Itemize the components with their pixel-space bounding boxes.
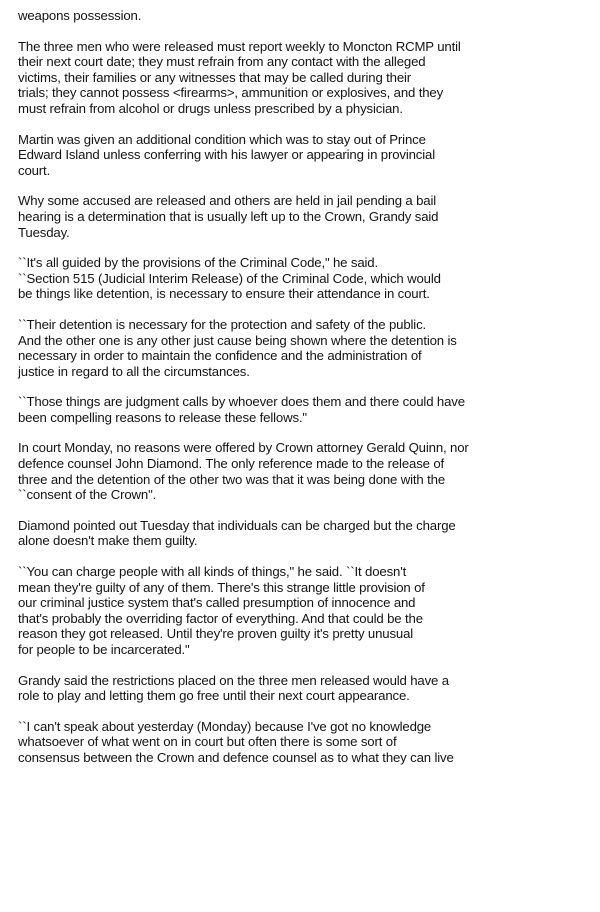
text-line: And the other one is any other just cause being shown where the detention is bbox=[18, 332, 457, 348]
text-line: must refrain from alcohol or drugs unless prescribed by a physician. bbox=[18, 100, 403, 116]
text-line: their next court date; they must refrain from any contact with the alleged bbox=[18, 54, 426, 70]
text-line: that's probably the overriding factor of everything. And that could be the bbox=[18, 610, 423, 626]
document-body bbox=[18, 8, 584, 781]
text-line: hearing is a determination that is usually left up to the Crown, Grandy said bbox=[18, 208, 439, 224]
text-line: justice in regard to all the circumstances. bbox=[18, 363, 250, 379]
paragraph bbox=[18, 564, 584, 658]
paragraph bbox=[18, 193, 584, 240]
text-line: The three men who were released must report weekly to Moncton RCMP until bbox=[18, 38, 461, 54]
text-line: alone doesn't make them guilty. bbox=[18, 533, 198, 549]
text-line: Tuesday. bbox=[18, 224, 70, 240]
text-line: whatsoever of what went on in court but often there is some sort of bbox=[18, 734, 397, 750]
text-line: for people to be incarcerated." bbox=[18, 642, 190, 657]
text-line: been compelling reasons to release these fellows." bbox=[18, 409, 307, 425]
text-line: three and the detention of the other two was that it was being done with the bbox=[18, 471, 446, 487]
text-line: In court Monday, no reasons were offered by Crown attorney Gerald Quinn, nor bbox=[18, 440, 469, 456]
text-line: Why some accused are released and others are held in jail pending a bail bbox=[18, 193, 437, 209]
text-line: consensus between the Crown and defence counsel as to what they can live bbox=[18, 749, 454, 765]
text-line: ``consent of the Crown". bbox=[18, 487, 157, 503]
text-line: be things like detention, is necessary to ensure their attendance in court. bbox=[18, 286, 430, 302]
paragraph bbox=[18, 719, 584, 766]
text-line: Martin was given an additional condition which was to stay out of Prince bbox=[18, 131, 426, 147]
paragraph bbox=[18, 317, 584, 379]
paragraph bbox=[18, 440, 584, 502]
text-line: role to play and letting them go free until their next court appearance. bbox=[18, 688, 410, 704]
text-line: Edward Island unless conferring with his lawyer or appearing in provincial bbox=[18, 147, 435, 163]
paragraph bbox=[18, 394, 584, 425]
paragraph bbox=[18, 255, 584, 302]
text-line: Grandy said the restrictions placed on the three men released would have a bbox=[18, 672, 449, 688]
text-line: reason they got released. Until they're proven guilty it's pretty unusual bbox=[18, 626, 414, 642]
text-line: weapons possession. bbox=[18, 8, 142, 23]
text-line: mean they're guilty of any of them. There's this strange little provision of bbox=[18, 579, 425, 595]
text-line: necessary in order to maintain the confidence and the administration of bbox=[18, 348, 422, 364]
text-line: our criminal justice system that's called presumption of innocence and bbox=[18, 595, 416, 611]
paragraph bbox=[18, 518, 584, 549]
text-line: ``It's all guided by the provisions of the Criminal Code," he said. bbox=[18, 255, 378, 271]
paragraph bbox=[18, 132, 584, 179]
text-line: ``Their detention is necessary for the protection and safety of the public. bbox=[18, 316, 427, 332]
paragraph bbox=[18, 8, 584, 24]
text-line: trials; they cannot possess <firearms>, ammunition or explosives, and they bbox=[18, 85, 444, 101]
text-line: ``Those things are judgment calls by whoever does them and there could have bbox=[18, 394, 465, 410]
paragraph bbox=[18, 39, 584, 117]
text-line: ``You can charge people with all kinds of things," he said. ``It doesn't bbox=[18, 564, 407, 580]
text-line: ``I can't speak about yesterday (Monday) because I've got no knowledge bbox=[18, 718, 432, 734]
text-line: court. bbox=[18, 162, 51, 178]
text-line: defence counsel John Diamond. The only reference made to the release of bbox=[18, 456, 445, 472]
text-line: ``Section 515 (Judicial Interim Release) of the Criminal Code, which would bbox=[18, 270, 441, 286]
text-line: Diamond pointed out Tuesday that individuals can be charged but the charge bbox=[18, 517, 456, 533]
paragraph bbox=[18, 673, 584, 704]
text-line: victims, their families or any witnesses that may be called during their bbox=[18, 69, 412, 85]
